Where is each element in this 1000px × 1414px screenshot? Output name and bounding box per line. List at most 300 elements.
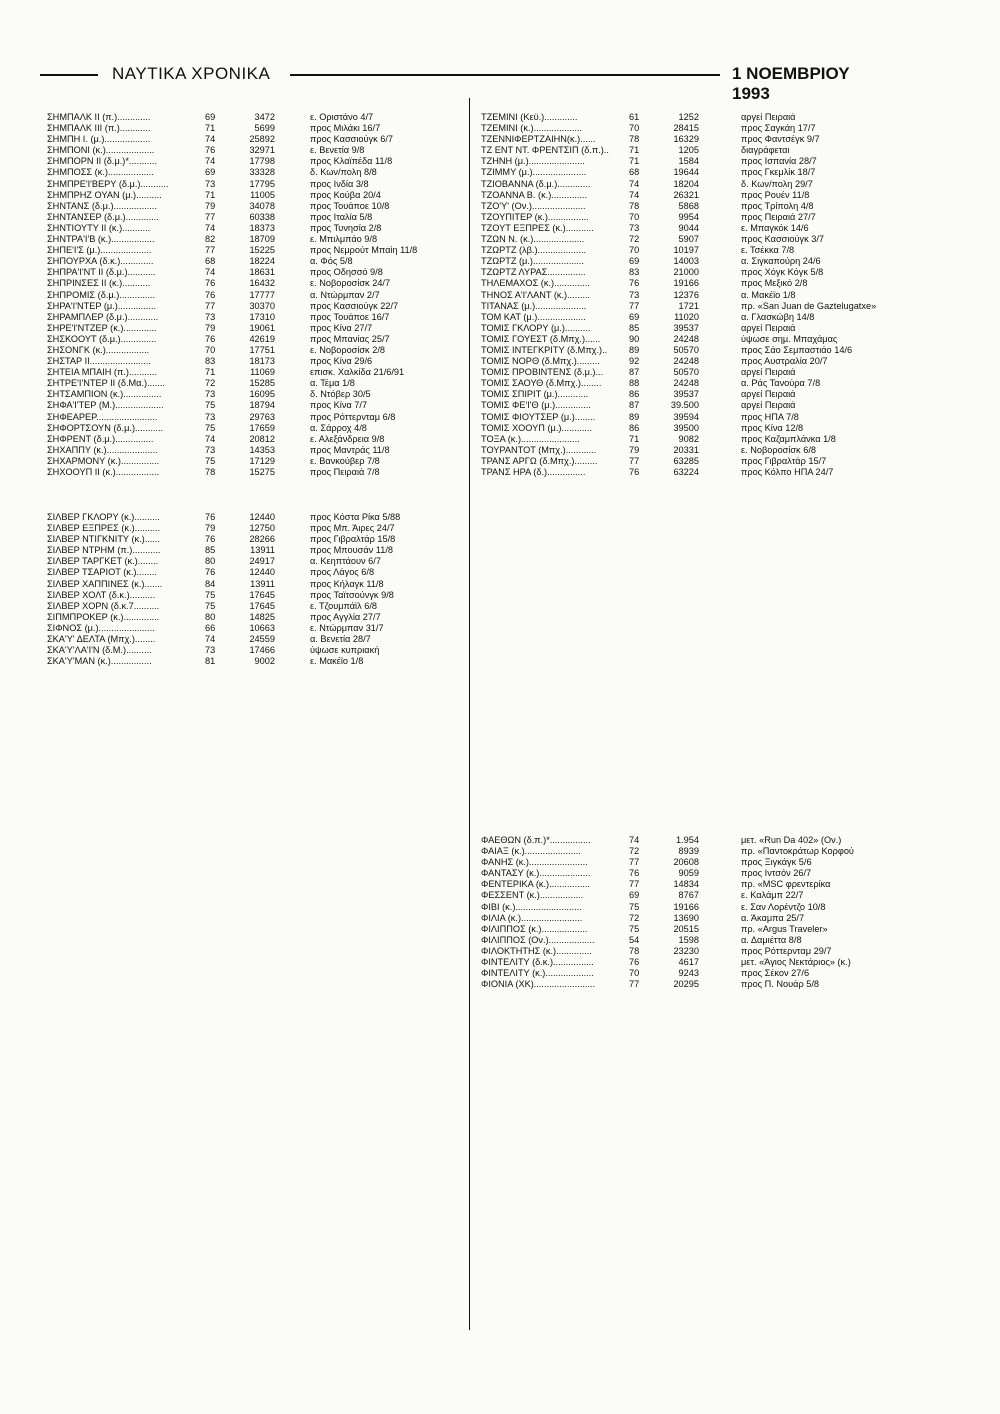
tonnage: 60338 xyxy=(249,211,275,222)
movement-note: α. Βενετία 28/7 xyxy=(310,634,371,645)
vessel-row xyxy=(481,890,951,901)
vessel-name: ΤΟΜ ΚΑΤ (μ.)................... xyxy=(481,311,586,322)
movement-note: α. Γλασκώβη 14/8 xyxy=(741,311,815,322)
movement-note: προς Κασσιούγκ 22/7 xyxy=(310,300,399,311)
movement-note: προς Γιβραλτάρ 15/7 xyxy=(741,455,827,466)
build-year: 70 xyxy=(205,344,216,355)
movement-note: αργεί Πειραιά xyxy=(741,112,796,122)
vessel-name: ΣΚΑ'Υ' ΔΕΛΤΑ (Μπχ.)........ xyxy=(47,634,156,645)
vessel-name: ΤΖ ΕΝΤ ΝΤ. ΦΡΕΝΤΣΙΠ (δ.π.).. xyxy=(481,145,609,156)
movement-note: προς Μεξικό 2/8 xyxy=(741,278,808,289)
movement-note: προς Ξιγκάγκ 5/6 xyxy=(741,857,812,868)
vessel-name: ΦΙΟΝΙΑ (ΧΚ)........................ xyxy=(481,979,596,990)
vessel-row xyxy=(481,456,951,467)
vessel-name: ΣΚΑ'Υ'ΜΑΝ (κ.)................ xyxy=(47,656,152,667)
build-year: 74 xyxy=(205,634,216,645)
movement-note: προς Μαντράς 11/8 xyxy=(310,444,390,455)
vessel-name: ΣΗΜΠΟΡΝ II (δ.μ.)*........... xyxy=(47,156,158,167)
vessel-row xyxy=(47,201,462,212)
tonnage: 21000 xyxy=(673,267,699,278)
movement-note: προς Ταϊτσούνγκ 9/8 xyxy=(310,589,394,600)
movement-note: αργεί Πειραιά xyxy=(741,389,796,400)
tonnage: 16095 xyxy=(249,389,275,400)
build-year: 89 xyxy=(629,344,640,355)
vessel-row xyxy=(481,445,951,456)
vessel-row xyxy=(481,123,951,134)
build-year: 74 xyxy=(629,189,640,200)
header-rule-left xyxy=(40,74,98,76)
vessel-row xyxy=(47,290,462,301)
build-year: 75 xyxy=(205,589,216,600)
vessel-row xyxy=(481,290,951,301)
movement-note: προς Αυστραλία 20/7 xyxy=(741,356,828,367)
vessel-row xyxy=(47,245,462,256)
build-year: 81 xyxy=(205,656,216,667)
vessel-row xyxy=(481,968,951,979)
build-year: 73 xyxy=(205,178,216,189)
vessel-row xyxy=(47,634,462,645)
vessel-row xyxy=(481,979,951,990)
tonnage: 50570 xyxy=(673,367,699,378)
vessel-name: ΣΗΝΤΑΝΣ (δ.μ.)................. xyxy=(47,200,157,211)
vessel-row xyxy=(481,412,951,423)
build-year: 68 xyxy=(205,256,216,267)
vessel-name: ΣΙΛΒΕΡ ΝΤΙΓΚΝΙΤΥ (κ.)...... xyxy=(47,534,161,545)
build-year: 79 xyxy=(629,444,640,455)
build-year: 82 xyxy=(205,234,216,245)
movement-note: πρ. «MSC φρεντερίκα xyxy=(741,879,831,890)
build-year: 71 xyxy=(629,156,640,167)
movement-note: προς Φαντσέγκ 9/7 xyxy=(741,134,820,145)
vessel-name: ΣΗΣΟΝΓΚ (κ.)................. xyxy=(47,344,150,355)
build-year: 77 xyxy=(205,245,216,256)
vessel-name: ΦΑΝΗΣ (κ.)....................... xyxy=(481,857,588,868)
vessel-row xyxy=(47,567,462,578)
tonnage: 18709 xyxy=(249,234,275,245)
vessel-name: ΣΗΡΕ'Ι'ΝΤΖΕΡ (κ.)............. xyxy=(47,322,157,333)
build-year: 74 xyxy=(205,156,216,167)
movement-note: προς Κήλαγκ 11/8 xyxy=(310,578,384,589)
vessel-row xyxy=(481,467,951,478)
build-year: 80 xyxy=(205,556,216,567)
vessel-row xyxy=(481,423,951,434)
vessel-name: ΤΟΥΡΑΝΤΟΤ (Μπχ.)............ xyxy=(481,444,597,455)
vessel-name: ΤΖΟ'Υ' (Ον.)..................... xyxy=(481,200,586,211)
vessel-row xyxy=(47,112,462,123)
build-year: 89 xyxy=(629,411,640,422)
vessel-row xyxy=(481,156,951,167)
vessel-row xyxy=(481,145,951,156)
tonnage: 17310 xyxy=(249,311,275,322)
tonnage: 19166 xyxy=(673,278,699,289)
vessel-name: ΤΟΜΙΣ ΣΠΙΡΙΤ (μ.)............ xyxy=(481,389,589,400)
build-year: 75 xyxy=(205,400,216,411)
tonnage: 12376 xyxy=(673,289,699,300)
build-year: 66 xyxy=(205,622,216,633)
build-year: 71 xyxy=(205,367,216,378)
vessel-row xyxy=(481,223,951,234)
build-year: 74 xyxy=(205,433,216,444)
vessel-row xyxy=(481,334,951,345)
vessel-name: ΦΙΛΙΠΠΟΣ (κ.).................. xyxy=(481,923,588,934)
vessel-name: ΣΙΛΒΕΡ ΤΣΑΡΙΟΤ (κ.)........ xyxy=(47,567,157,578)
build-year: 75 xyxy=(629,901,640,912)
build-year: 78 xyxy=(629,200,640,211)
vessel-name: ΣΗΧΑΠΠΥ (κ.).................... xyxy=(47,444,158,455)
movement-note: προς Νεμρούτ Μπαίη 11/8 xyxy=(310,245,418,256)
build-year: 71 xyxy=(205,189,216,200)
vessel-name: ΤΖΙΟΒΑΝΝΑ (δ.μ.)............. xyxy=(481,178,591,189)
movement-note: προς Κασσιούγκ 3/7 xyxy=(741,234,825,245)
build-year: 87 xyxy=(629,400,640,411)
movement-note: προς Τουάποε 10/8 xyxy=(310,200,390,211)
tonnage: 9954 xyxy=(678,211,699,222)
vessel-name: ΦΑΕΘΩΝ (δ.π.)*................ xyxy=(481,835,591,845)
movement-note: ε. Οριστάνο 4/7 xyxy=(310,112,374,122)
tonnage: 11020 xyxy=(674,311,699,322)
tonnage: 17751 xyxy=(249,344,275,355)
tonnage: 14353 xyxy=(249,444,275,455)
vessel-row xyxy=(47,590,462,601)
left-section-1 xyxy=(47,112,462,478)
vessel-name: ΣΙΛΒΕΡ ΝΤΡΗΜ (π.)........... xyxy=(47,545,161,556)
build-year: 77 xyxy=(205,211,216,222)
movement-note: ε. Αλεξάνδρεια 9/8 xyxy=(310,433,385,444)
vessel-row xyxy=(47,167,462,178)
build-year: 88 xyxy=(629,378,640,389)
vessel-row xyxy=(47,367,462,378)
vessel-row xyxy=(47,400,462,411)
build-year: 84 xyxy=(205,578,216,589)
tonnage: 16329 xyxy=(673,134,699,145)
vessel-row xyxy=(47,256,462,267)
build-year: 77 xyxy=(629,857,640,868)
build-year: 70 xyxy=(629,968,640,979)
vessel-name: ΦΙΝΤΕΛΙΤΥ (κ.)................... xyxy=(481,968,594,979)
vessel-row xyxy=(47,356,462,367)
vessel-name: ΣΗΦΡΕΝΤ (δ.μ.)............... xyxy=(47,433,154,444)
build-year: 68 xyxy=(629,167,640,178)
vessel-name: ΤΟΜΙΣ ΙΝΤΕΓΚΡΙΤΥ (δ.Μπχ.).. xyxy=(481,344,608,355)
vessel-row xyxy=(47,278,462,289)
build-year: 77 xyxy=(205,300,216,311)
movement-note: προς Π. Νουάρ 5/8 xyxy=(741,979,820,990)
vessel-row xyxy=(481,212,951,223)
vessel-row xyxy=(481,389,951,400)
vessel-name: ΦΙΝΤΕΛΙΤΥ (δ.κ.)................ xyxy=(481,957,594,968)
build-year: 73 xyxy=(205,311,216,322)
vessel-row xyxy=(47,412,462,423)
vessel-name: ΤΖΟΑΝΝΑ Β. (κ.).............. xyxy=(481,189,588,200)
movement-note: ύψωσε κυπριακή xyxy=(310,645,380,656)
vessel-name: ΣΗΜΠΑΛΚ II (π.)............. xyxy=(47,112,151,122)
vessel-name: ΣΗΜΠΑΛΚ III (π.)............ xyxy=(47,123,151,134)
vessel-row xyxy=(481,267,951,278)
tonnage: 39.500 xyxy=(670,400,699,411)
build-year: 74 xyxy=(205,134,216,145)
build-year: 76 xyxy=(205,567,216,578)
vessel-name: ΦΙΛΙΑ (κ.)........................ xyxy=(481,912,583,923)
tonnage: 14825 xyxy=(249,611,275,622)
vessel-name: ΦΕΣΣΕΝΤ (κ.)................. xyxy=(481,890,584,901)
vessel-row xyxy=(481,857,951,868)
tonnage: 11005 xyxy=(250,189,275,200)
build-year: 54 xyxy=(629,934,640,945)
movement-note: προς Αγγλία 27/7 xyxy=(310,611,381,622)
build-year: 73 xyxy=(205,444,216,455)
movement-note: ε. Βενετία 9/8 xyxy=(310,145,365,156)
vessel-name: ΣΗΝΤΑΝΣΕΡ (δ.μ.)............. xyxy=(47,211,159,222)
tonnage: 23230 xyxy=(673,945,699,956)
tonnage: 50570 xyxy=(673,344,699,355)
movement-note: ε. Καλάμπ 22/7 xyxy=(741,890,804,901)
vessel-row xyxy=(481,234,951,245)
vessel-row xyxy=(481,434,951,445)
tonnage: 14834 xyxy=(673,879,699,890)
tonnage: 13911 xyxy=(250,578,275,589)
vessel-name: ΣΙΛΒΕΡ ΤΑΡΓΚΕΤ (κ.)........ xyxy=(47,556,159,567)
build-year: 74 xyxy=(629,178,640,189)
build-year: 86 xyxy=(629,422,640,433)
vessel-row xyxy=(47,579,462,590)
movement-note: προς Πειραιά 27/7 xyxy=(741,211,816,222)
vessel-row xyxy=(47,312,462,323)
vessel-name: ΣΗΠΡΟΜΙΣ (δ.μ.).............. xyxy=(47,289,156,300)
tonnage: 24248 xyxy=(673,356,699,367)
build-year: 79 xyxy=(205,322,216,333)
tonnage: 25892 xyxy=(249,134,275,145)
movement-note: προς ΗΠΑ 7/8 xyxy=(741,411,799,422)
movement-note: ε. Τσέκκα 7/8 xyxy=(741,245,795,256)
vessel-name: ΣΗΠΟΥΡΧΑ (δ.κ.)............. xyxy=(47,256,154,267)
build-year: 76 xyxy=(629,868,640,879)
right-section-1 xyxy=(481,112,951,478)
movement-note: αργεί Πειραιά xyxy=(741,322,796,333)
tonnage: 63285 xyxy=(673,455,699,466)
tonnage: 42619 xyxy=(249,333,275,344)
vessel-row xyxy=(481,846,951,857)
movement-note: προς Κίνα 27/7 xyxy=(310,322,373,333)
tonnage: 20608 xyxy=(673,857,699,868)
build-year: 72 xyxy=(629,912,640,923)
vessel-row xyxy=(481,924,951,935)
vessel-row xyxy=(481,957,951,968)
vessel-name: ΣΗΦΟΡΤΣΟΥΝ (δ.μ.)........... xyxy=(47,422,164,433)
vessel-row xyxy=(47,323,462,334)
vessel-name: ΤΡΑΝΣ ΑΡΓΩ (δ.Μπχ.)......... xyxy=(481,455,598,466)
vessel-name: ΣΙΛΒΕΡ ΕΞΠΡΕΣ (κ.).......... xyxy=(47,523,161,534)
movement-note: α. Άκαμπα 25/7 xyxy=(741,912,805,923)
vessel-name: ΣΗΦΑ'Ι'ΤΕΡ (Μ.)................... xyxy=(47,400,164,411)
build-year: 86 xyxy=(629,389,640,400)
movement-note: διαγράφεται xyxy=(741,145,790,156)
build-year: 69 xyxy=(629,256,640,267)
build-year: 78 xyxy=(205,467,216,477)
build-year: 76 xyxy=(205,512,216,522)
vessel-name: ΦΙΒΙ (κ.).......................... xyxy=(481,901,582,912)
tonnage: 10197 xyxy=(673,245,699,256)
movement-note: αργεί Πειραιά xyxy=(741,367,796,378)
vessel-name: ΣΗΜΠΗ Ι. (μ.).................. xyxy=(47,134,151,145)
tonnage: 29763 xyxy=(249,411,275,422)
tonnage: 5907 xyxy=(678,234,699,245)
movement-note: ε. Νοβοροσίσκ 6/8 xyxy=(741,444,816,455)
vessel-row xyxy=(47,423,462,434)
movement-note: αργεί Πειραιά xyxy=(741,400,796,411)
tonnage: 8939 xyxy=(678,846,699,857)
vessel-row xyxy=(47,145,462,156)
vessel-name: ΤΖΟΥΠΙΤΕΡ (κ.)................ xyxy=(481,211,589,222)
vessel-row xyxy=(481,367,951,378)
vessel-row xyxy=(47,223,462,234)
vessel-row xyxy=(481,935,951,946)
vessel-row xyxy=(481,301,951,312)
tonnage: 9044 xyxy=(678,222,699,233)
vessel-name: ΤΟΜΙΣ ΓΟΥΕΣΤ (δ.Μπχ.)...... xyxy=(481,333,601,344)
movement-note: προς Μπανίας 25/7 xyxy=(310,333,390,344)
movement-note: προς Οδησσό 9/8 xyxy=(310,267,383,278)
movement-note: προς Τυνησία 2/8 xyxy=(310,222,382,233)
page-header xyxy=(40,62,880,103)
vessel-name: ΤΖΕΜΙΝΙ (κ.)................... xyxy=(481,123,583,134)
movement-note: ε. Τζουμπάϊλ 6/8 xyxy=(310,600,377,611)
vessel-name: ΣΗΦΕΑΡΕΡ........................ xyxy=(47,411,158,422)
build-year: 77 xyxy=(629,879,640,890)
vessel-name: ΣΗΤΕΙΑ ΜΠΑΙΗ (π.)........... xyxy=(47,367,158,378)
vessel-name: ΤΗΛΕΜΑΧΟΣ (κ.).............. xyxy=(481,278,590,289)
vessel-row xyxy=(47,267,462,278)
vessel-name: ΣΗΡΑΜΠΛΕΡ (δ.μ.)............ xyxy=(47,311,159,322)
build-year: 69 xyxy=(205,112,216,122)
vessel-row xyxy=(481,245,951,256)
build-year: 73 xyxy=(629,289,640,300)
vessel-name: ΣΙΛΒΕΡ ΧΟΡΝ (δ.κ.7.......... xyxy=(47,600,160,611)
movement-note: προς Ρόττερνταμ 6/8 xyxy=(310,411,396,422)
movement-note: δ. Κων/πολη 8/8 xyxy=(310,167,377,178)
vessel-row xyxy=(47,556,462,567)
build-year: 76 xyxy=(629,957,640,968)
tonnage: 28266 xyxy=(249,534,275,545)
tonnage: 26321 xyxy=(673,189,699,200)
movement-note: ε. Μακέϊο 1/8 xyxy=(310,656,364,667)
movement-note: προς Τρίπολη 4/8 xyxy=(741,200,814,211)
tonnage: 10663 xyxy=(249,622,275,633)
vessel-name: ΤΟΞΑ (κ.)....................... xyxy=(481,433,580,444)
vessel-row xyxy=(47,179,462,190)
tonnage: 19166 xyxy=(673,901,699,912)
tonnage: 1252 xyxy=(678,112,699,122)
movement-note: προς Ρουέν 11/8 xyxy=(741,189,810,200)
movement-note: προς Γκεμλίκ 18/7 xyxy=(741,167,816,178)
movement-note: προς Σάο Σεμπαστιάο 14/6 xyxy=(741,344,853,355)
build-year: 77 xyxy=(629,979,640,990)
tonnage: 24559 xyxy=(249,634,275,645)
tonnage: 63224 xyxy=(673,467,699,477)
vessel-name: ΤΙΤΑΝΑΣ (μ.).................... xyxy=(481,300,587,311)
build-year: 72 xyxy=(629,234,640,245)
vessel-row xyxy=(47,623,462,634)
tonnage: 17645 xyxy=(249,589,275,600)
tonnage: 19644 xyxy=(673,167,699,178)
tonnage: 13690 xyxy=(673,912,699,923)
vessel-name: ΣΗΤΡΕ'Ι'ΝΤΕΡ II (δ.Μα.)....... xyxy=(47,378,165,389)
build-year: 71 xyxy=(629,433,640,444)
build-year: 77 xyxy=(629,300,640,311)
tonnage: 20515 xyxy=(673,923,699,934)
tonnage: 15225 xyxy=(249,245,275,256)
movement-note: α. Ράς Τανούρα 7/8 xyxy=(741,378,821,389)
issue-date: 1 ΝΟΕΜΒΡΙΟΥ 1993 xyxy=(732,64,850,103)
right-section-2 xyxy=(481,835,951,990)
column-divider xyxy=(469,98,470,1330)
build-year: 76 xyxy=(205,534,216,545)
vessel-row xyxy=(481,256,951,267)
vessel-name: ΤΖΟΥΤ ΕΞΠΡΕΣ (κ.)........... xyxy=(481,222,594,233)
vessel-name: ΤΖΩΡΤΖ ΛΥΡΑΣ............... xyxy=(481,267,586,278)
build-year: 87 xyxy=(629,367,640,378)
vessel-name: ΤΖΕΜΙΝΙ (Κεϋ.)............. xyxy=(481,112,578,122)
vessel-row xyxy=(481,356,951,367)
vessel-name: ΣΙΦΝΟΣ (μ.)...................... xyxy=(47,622,155,633)
left-section-2 xyxy=(47,512,462,667)
tonnage: 5868 xyxy=(678,200,699,211)
vessel-name: ΣΗΜΠΟΣΣ (κ.).................. xyxy=(47,167,154,178)
vessel-row xyxy=(481,190,951,201)
vessel-name: ΤΟΜΙΣ ΦΙΟΥΤΣΕΡ (μ.)........ xyxy=(481,411,596,422)
tonnage: 18631 xyxy=(249,267,275,278)
vessel-row xyxy=(481,913,951,924)
build-year: 80 xyxy=(205,611,216,622)
movement-note: προς Πειραιά 7/8 xyxy=(310,467,380,477)
vessel-name: ΣΗΧΟΟΥΠ II (κ.)................. xyxy=(47,467,160,477)
movement-note: προς Χόγκ Κόγκ 5/8 xyxy=(741,267,824,278)
movement-note: α. Δαμιέττα 8/8 xyxy=(741,934,802,945)
vessel-row xyxy=(481,946,951,957)
build-year: 71 xyxy=(205,123,216,134)
tonnage: 17659 xyxy=(249,422,275,433)
movement-note: προς Μπουσάν 11/8 xyxy=(310,545,393,556)
movement-note: α. Μακέϊο 1/8 xyxy=(741,289,796,300)
movement-note: προς Λάγος 6/8 xyxy=(310,567,375,578)
tonnage: 12750 xyxy=(249,523,275,534)
tonnage: 8767 xyxy=(678,890,699,901)
tonnage: 9243 xyxy=(678,968,699,979)
vessel-row xyxy=(47,378,462,389)
tonnage: 19061 xyxy=(249,322,275,333)
vessel-row xyxy=(47,212,462,223)
vessel-row xyxy=(481,312,951,323)
build-year: 76 xyxy=(629,467,640,477)
vessel-row xyxy=(47,123,462,134)
vessel-name: ΤΟΜΙΣ ΝΟΡΘ (δ.Μπχ.)......... xyxy=(481,356,600,367)
vessel-row xyxy=(47,345,462,356)
vessel-name: ΣΙΛΒΕΡ ΧΑΠΠΙΝΕΣ (κ.)....... xyxy=(47,578,163,589)
tonnage: 9002 xyxy=(254,656,275,667)
build-year: 73 xyxy=(205,389,216,400)
tonnage: 32971 xyxy=(249,145,275,156)
build-year: 78 xyxy=(629,945,640,956)
vessel-row xyxy=(47,434,462,445)
vessel-name: ΣΗΣΤΑΡ II........................ xyxy=(47,356,151,367)
movement-note: προς Ισπανία 28/7 xyxy=(741,156,817,167)
movement-note: προς Σέκον 27/6 xyxy=(741,968,810,979)
build-year: 73 xyxy=(629,222,640,233)
build-year: 73 xyxy=(205,411,216,422)
vessel-row xyxy=(481,112,951,123)
vessel-row xyxy=(47,334,462,345)
tonnage: 18173 xyxy=(249,356,275,367)
movement-note: προς Ινδία 3/8 xyxy=(310,178,369,189)
